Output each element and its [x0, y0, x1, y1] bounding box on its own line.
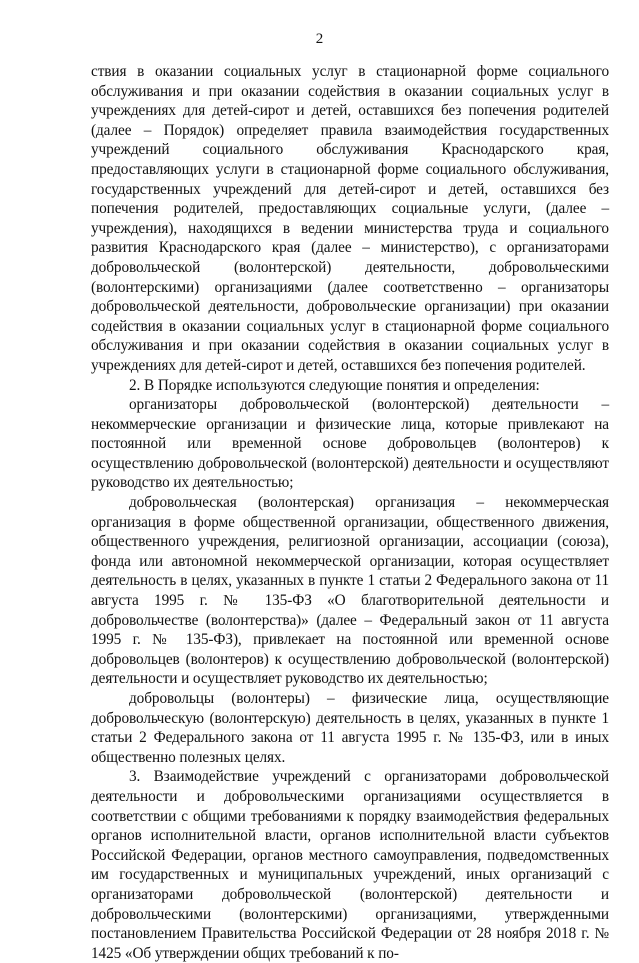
paragraph-definition-organizers: организаторы добровольческой (волонтерской) деятельности – некоммерческие организации и физические лица, которые привлекают на постоянной или временной основе добровольцев (волонтеров) к осуществлению добровольческой (волонтерской) деятельности и осуществляют руководство их деятельностью; — [91, 396, 609, 492]
paragraph-continuation: ствия в оказании социальных услуг в стационарной форме социального обслуживания и при оказании содействия в оказании социальных услуг в учреждениях для детей-сирот и детей, оставшихся без попечения родителей (далее – Порядок) определяет правила взаимодействия государственных учреждений социального обслуживания Краснодарского края, предоставляющих услуги в стационарной форме социального обслуживания, государственных учреждений для детей-сирот и детей, оставшихся без попечения родителей, предоставляющих социальные услуги, (далее – учреждения), находящихся в ведении министерства труда и социального развития Краснодарского края (далее – министерство), с организаторами добровольческой (волонтерской) деятельности, добровольческими (волонтерскими) организациями (далее соответственно – организаторы добровольческой деятельности, добровольческие организации) при оказании содействия в оказании социальных услуг в стационарной форме социального обслуживания и при оказании содействия в оказании социальных услуг в учреждениях для детей-сирот и детей, оставшихся без попечения родителей. — [91, 63, 609, 374]
paragraph-definition-organization: добровольческая (волонтерская) организация – некоммерческая организация в форме общественной организации, общественного движения, общественного учреждения, религиозной организации, ассоциации (союза), фонда или автономной некоммерческой организации, которая осуществляет деятельность в целях, указанных в пункте 1 статьи 2 Федерального закона от 11 августа 1995 г. № 135-ФЗ «О благотворительной деятельности и добровольчестве (волонтерства)» (далее – Федеральный закон от 11 августа 1995 г. № 135-ФЗ), привлекает на постоянной или временной основе добровольцев (волонтеров) к осуществлению добровольческой (волонтерской) деятельности и осуществляет руководство их деятельностью; — [91, 494, 609, 688]
paragraph-item-3: 3. Взаимодействие учреждений с организаторами добровольческой деятельности и добровольческими организациями осуществляется в соответствии с общими требованиями к порядку взаимодействия федеральных органов исполнительной власти, органов исполнительной власти субъектов Российской Федерации, органов местного самоуправления, подведомственных им государственных и муниципальных учреждений, иных организаций с организаторами добровольческой (волонтерской) деятельности и добровольческими (волонтерскими) организациями, утвержденными постановлением Правительства Российской Федерации от 28 ноября 2018 г. № 1425 «Об утверждении общих требований к по- — [91, 768, 609, 962]
page-number: 2 — [315, 31, 324, 47]
paragraph-item-2: 2. В Порядке используются следующие понятия и определения: — [129, 376, 540, 394]
document-body — [91, 62, 609, 963]
paragraph-definition-volunteers: добровольцы (волонтеры) – физические лица, осуществляющие добровольческую (волонтерскую) деятельность в целях, указанных в пункте 1 статьи 2 Федерального закона от 11 августа 1995 г. № 135-ФЗ, или в иных общественно полезных целях. — [91, 690, 609, 766]
